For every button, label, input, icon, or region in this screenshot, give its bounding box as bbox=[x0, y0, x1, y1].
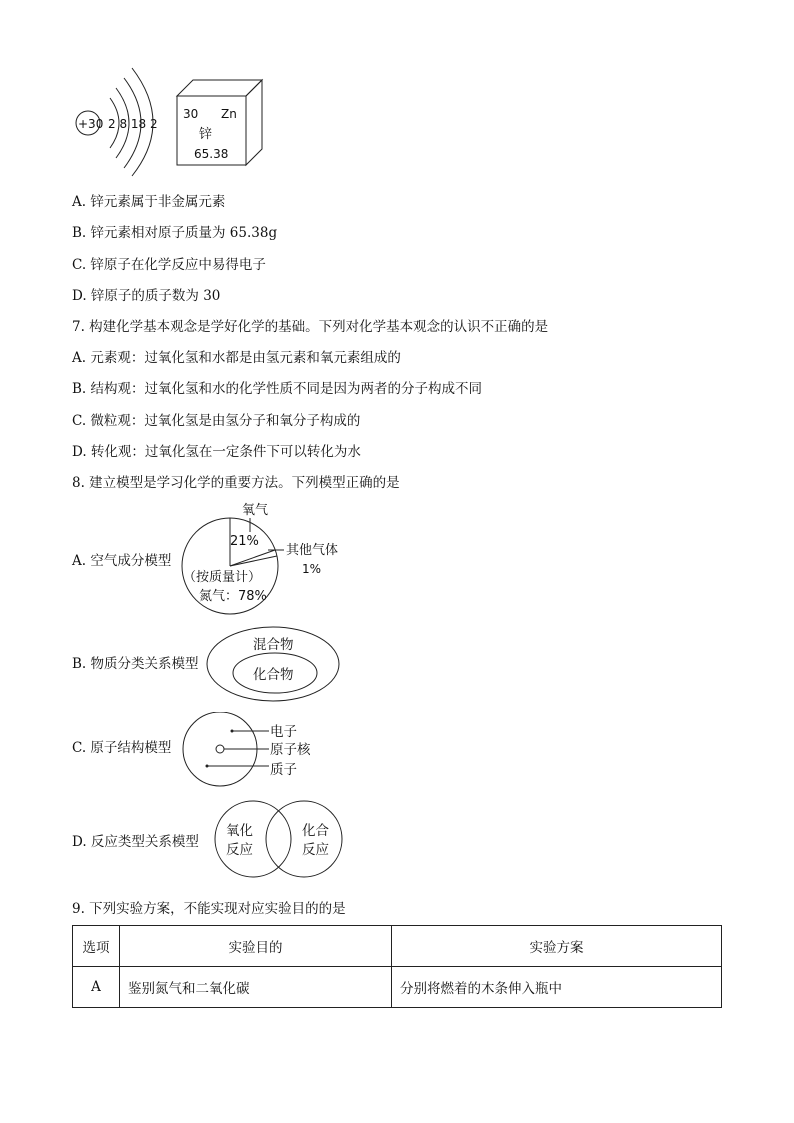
q8-option-c-label: C. 原子结构模型 bbox=[72, 740, 172, 756]
classification-diagram bbox=[205, 625, 345, 705]
q7-option-c: C. 微粒观：过氧化氢是由氢分子和氧分子构成的 bbox=[72, 413, 361, 429]
electron-shells: 2 8 18 2 bbox=[108, 117, 158, 131]
oxygen-label: 氧气 bbox=[242, 503, 269, 518]
other-label: 其他气体 bbox=[286, 543, 339, 558]
q8-option-b-label: B. 物质分类关系模型 bbox=[72, 656, 199, 672]
header-plan: 实验方案 bbox=[392, 926, 722, 967]
row-plan: 分别将燃着的木条伸入瓶中 bbox=[392, 967, 722, 1008]
q9-stem: 9. 下列实验方案，不能实现对应实验目的的是 bbox=[72, 901, 346, 917]
zinc-figure bbox=[70, 60, 270, 180]
atom-structure-diagram bbox=[180, 712, 330, 792]
q7-stem: 7. 构建化学基本观念是学好化学的基础。下列对化学基本观念的认识不正确的是 bbox=[72, 319, 549, 335]
venn-left-line2: 反应 bbox=[226, 842, 253, 858]
air-composition-pie bbox=[180, 498, 360, 623]
q6-option-c: C. 锌原子在化学反应中易得电子 bbox=[72, 257, 266, 273]
q7-option-d: D. 转化观：过氧化氢在一定条件下可以转化为水 bbox=[72, 444, 361, 460]
q8-option-a-label: A. 空气成分模型 bbox=[72, 553, 172, 569]
venn-right-line1: 化合 bbox=[302, 823, 329, 839]
proton-label: 质子 bbox=[270, 762, 297, 778]
venn-left-circle bbox=[215, 801, 291, 877]
cell-symbol: Zn bbox=[221, 107, 237, 121]
q7-option-b: B. 结构观：过氧化氢和水的化学性质不同是因为两者的分子构成不同 bbox=[72, 381, 483, 397]
inner-label: 化合物 bbox=[253, 667, 294, 683]
reaction-venn-diagram bbox=[210, 797, 350, 883]
venn-right-line2: 反应 bbox=[302, 842, 329, 858]
electron-label: 电子 bbox=[270, 724, 297, 740]
q8-option-d-label: D. 反应类型关系模型 bbox=[72, 834, 199, 850]
q6-option-a: A. 锌元素属于非金属元素 bbox=[72, 194, 226, 210]
cell-cube-side bbox=[246, 80, 262, 165]
nucleus-charge: +30 bbox=[78, 117, 104, 131]
header-purpose: 实验目的 bbox=[120, 926, 392, 967]
other-pct: 1% bbox=[302, 562, 322, 576]
table-row bbox=[73, 967, 722, 1008]
nitrogen-label: 氮气：78% bbox=[199, 589, 267, 604]
cell-name: 锌 bbox=[199, 127, 213, 142]
cell-atomic-number: 30 bbox=[183, 107, 199, 121]
cell-mass: 65.38 bbox=[194, 147, 229, 161]
outer-label: 混合物 bbox=[253, 637, 294, 653]
nucleus-dot bbox=[216, 745, 224, 753]
header-option: 选项 bbox=[73, 926, 120, 967]
venn-right-circle bbox=[266, 801, 342, 877]
pie-basis: （按质量计） bbox=[183, 570, 262, 585]
q7-option-a: A. 元素观：过氧化氢和水都是由氢元素和氧元素组成的 bbox=[72, 350, 401, 366]
table-header-row bbox=[73, 926, 722, 967]
q6-option-d: D. 锌原子的质子数为 30 bbox=[72, 288, 221, 304]
nucleus-label: 原子核 bbox=[270, 742, 311, 758]
cell-cube-top bbox=[177, 80, 262, 96]
venn-left-line1: 氧化 bbox=[226, 823, 253, 839]
row-option: A bbox=[73, 967, 120, 1008]
oxygen-pct: 21% bbox=[230, 534, 259, 549]
q8-stem: 8. 建立模型是学习化学的重要方法。下列模型正确的是 bbox=[72, 475, 400, 491]
row-purpose: 鉴别氮气和二氧化碳 bbox=[120, 967, 392, 1008]
q9-table bbox=[72, 925, 722, 1008]
q6-option-b: B. 锌元素相对原子质量为 65.38g bbox=[72, 225, 278, 241]
